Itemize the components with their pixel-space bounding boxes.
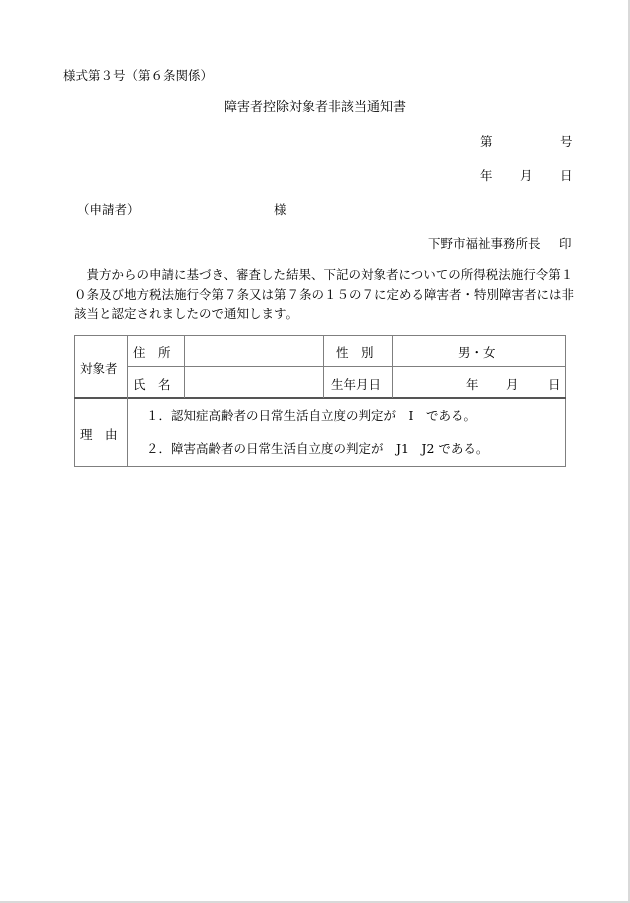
body-paragraph: 貴方からの申請に基づき、審査した結果、下記の対象者についての所得税法施行令第１０条及び地方税法施行令第７条又は第７条の１５の７に定める障害者・特別障害者には非該当と認定されましたので通知します。 bbox=[74, 267, 575, 321]
table-border-top bbox=[74, 335, 566, 336]
table-border-bottom bbox=[74, 466, 566, 467]
birth-day-unit: 日 bbox=[548, 377, 561, 392]
subject-label: 対象者 bbox=[80, 361, 118, 376]
birth-month-unit: 月 bbox=[506, 377, 519, 392]
table-col-divider bbox=[392, 335, 393, 398]
issuer-seal: 印 bbox=[559, 236, 572, 251]
table-border-right bbox=[565, 335, 566, 467]
reason-item-2: ２．障害高齢者の日常生活自立度の判定が J1 J2 である。 bbox=[146, 441, 489, 456]
birth-year-unit: 年 bbox=[466, 377, 479, 392]
sex-label: 性 別 bbox=[336, 345, 374, 360]
reason-item-1: １．認知症高齢者の日常生活自立度の判定が Ⅰ である。 bbox=[146, 408, 476, 423]
birth-date-label: 生年月日 bbox=[331, 377, 382, 392]
form-number: 様式第３号（第６条関係） bbox=[63, 68, 214, 83]
table-col-divider bbox=[127, 398, 128, 466]
table-section-divider bbox=[74, 397, 566, 399]
reason-label: 理 由 bbox=[80, 427, 118, 442]
subject-table bbox=[74, 335, 566, 467]
applicant-honorific: 様 bbox=[274, 202, 287, 217]
table-col-divider bbox=[323, 335, 324, 398]
date-year: 年 bbox=[480, 168, 493, 183]
table-col-divider bbox=[184, 335, 185, 398]
document-title: 障害者控除対象者非該当通知書 bbox=[223, 100, 406, 115]
date-month: 月 bbox=[520, 168, 533, 183]
doc-number-prefix: 第 bbox=[480, 134, 493, 149]
address-label: 住 所 bbox=[133, 345, 171, 360]
doc-number-suffix: 号 bbox=[560, 134, 573, 149]
table-row-divider bbox=[127, 366, 566, 367]
name-label: 氏 名 bbox=[133, 377, 171, 392]
applicant-label: （申請者） bbox=[77, 202, 140, 217]
table-col-divider bbox=[127, 335, 128, 398]
sex-value: 男・女 bbox=[458, 345, 496, 360]
table-border-left bbox=[74, 335, 75, 467]
date-day: 日 bbox=[560, 168, 573, 183]
issuer-name: 下野市福祉事務所長 bbox=[428, 236, 541, 251]
